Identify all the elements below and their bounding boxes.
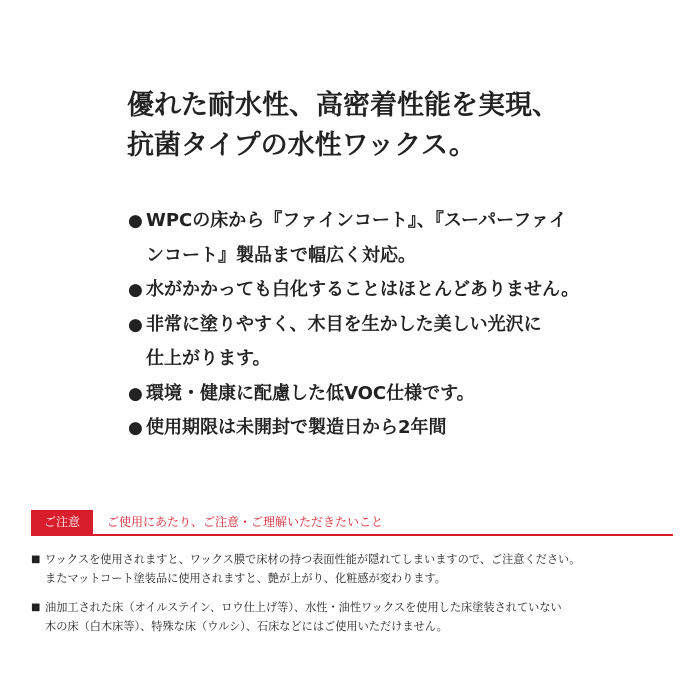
square-bullet-icon: ■ bbox=[31, 554, 41, 565]
bullet-icon: ● bbox=[128, 211, 143, 231]
feature-text: ンコート』製品まで幅広く対応。 bbox=[146, 244, 416, 266]
feature-item bbox=[128, 411, 688, 446]
feature-list bbox=[128, 204, 688, 446]
caution-title: ご使用にあたり、ご注意・ご理解いただきたいこと bbox=[107, 515, 384, 529]
feature-item bbox=[128, 377, 688, 412]
caution-note bbox=[31, 598, 681, 636]
feature-text: 非常に塗りやすく、木目を生かした美しい光沢に bbox=[146, 313, 542, 335]
feature-text: 仕上がります。 bbox=[146, 348, 271, 369]
caution-note bbox=[31, 550, 681, 588]
caution-header bbox=[31, 510, 673, 536]
bullet-icon: ● bbox=[128, 383, 143, 404]
caution-note-text: ワックスを使用されますと、ワックス膜で床材の持つ表面性能が隠れてしまいますので、ご注意ください。 bbox=[45, 553, 581, 566]
feature-text: WPCの床から『ファインコート』、『スーパーファイ bbox=[146, 210, 567, 231]
caution-note-text: またマットコート塗装品に使用されますと、艶が上がり、化粧感が変わります。 bbox=[45, 572, 446, 585]
bullet-icon: ● bbox=[128, 314, 143, 335]
headline-line-2: 抗菌タイプの水性ワックス。 bbox=[127, 130, 476, 161]
caution-note-text: 油加工された床（オイルステイン、ロウ仕上げ等）、水性・油性ワックスを使用した床塗装されていない bbox=[45, 601, 562, 614]
feature-item bbox=[128, 273, 688, 308]
caution-note-text: 木の床（白木床等）、特殊な床（ウルシ）、石床などにはご使用いただけません。 bbox=[45, 620, 448, 633]
caution-tag: ご注意 bbox=[31, 510, 93, 534]
feature-item bbox=[128, 308, 688, 377]
caution-notes bbox=[31, 550, 681, 646]
caution-section bbox=[31, 510, 673, 633]
feature-item bbox=[128, 204, 688, 273]
bullet-icon: ● bbox=[128, 418, 143, 438]
headline-line-1: 優れた耐水性、高密着性能を実現、 bbox=[127, 90, 559, 121]
square-bullet-icon: ■ bbox=[31, 602, 41, 613]
feature-text: 環境・健康に配慮した低VOC仕様です。 bbox=[146, 382, 475, 404]
feature-text: 使用期限は未開封で製造日から2年間 bbox=[146, 417, 447, 438]
feature-text: 水がかかっても白化することはほとんどありません。 bbox=[146, 279, 580, 300]
headline bbox=[127, 86, 667, 166]
bullet-icon: ● bbox=[128, 280, 143, 300]
